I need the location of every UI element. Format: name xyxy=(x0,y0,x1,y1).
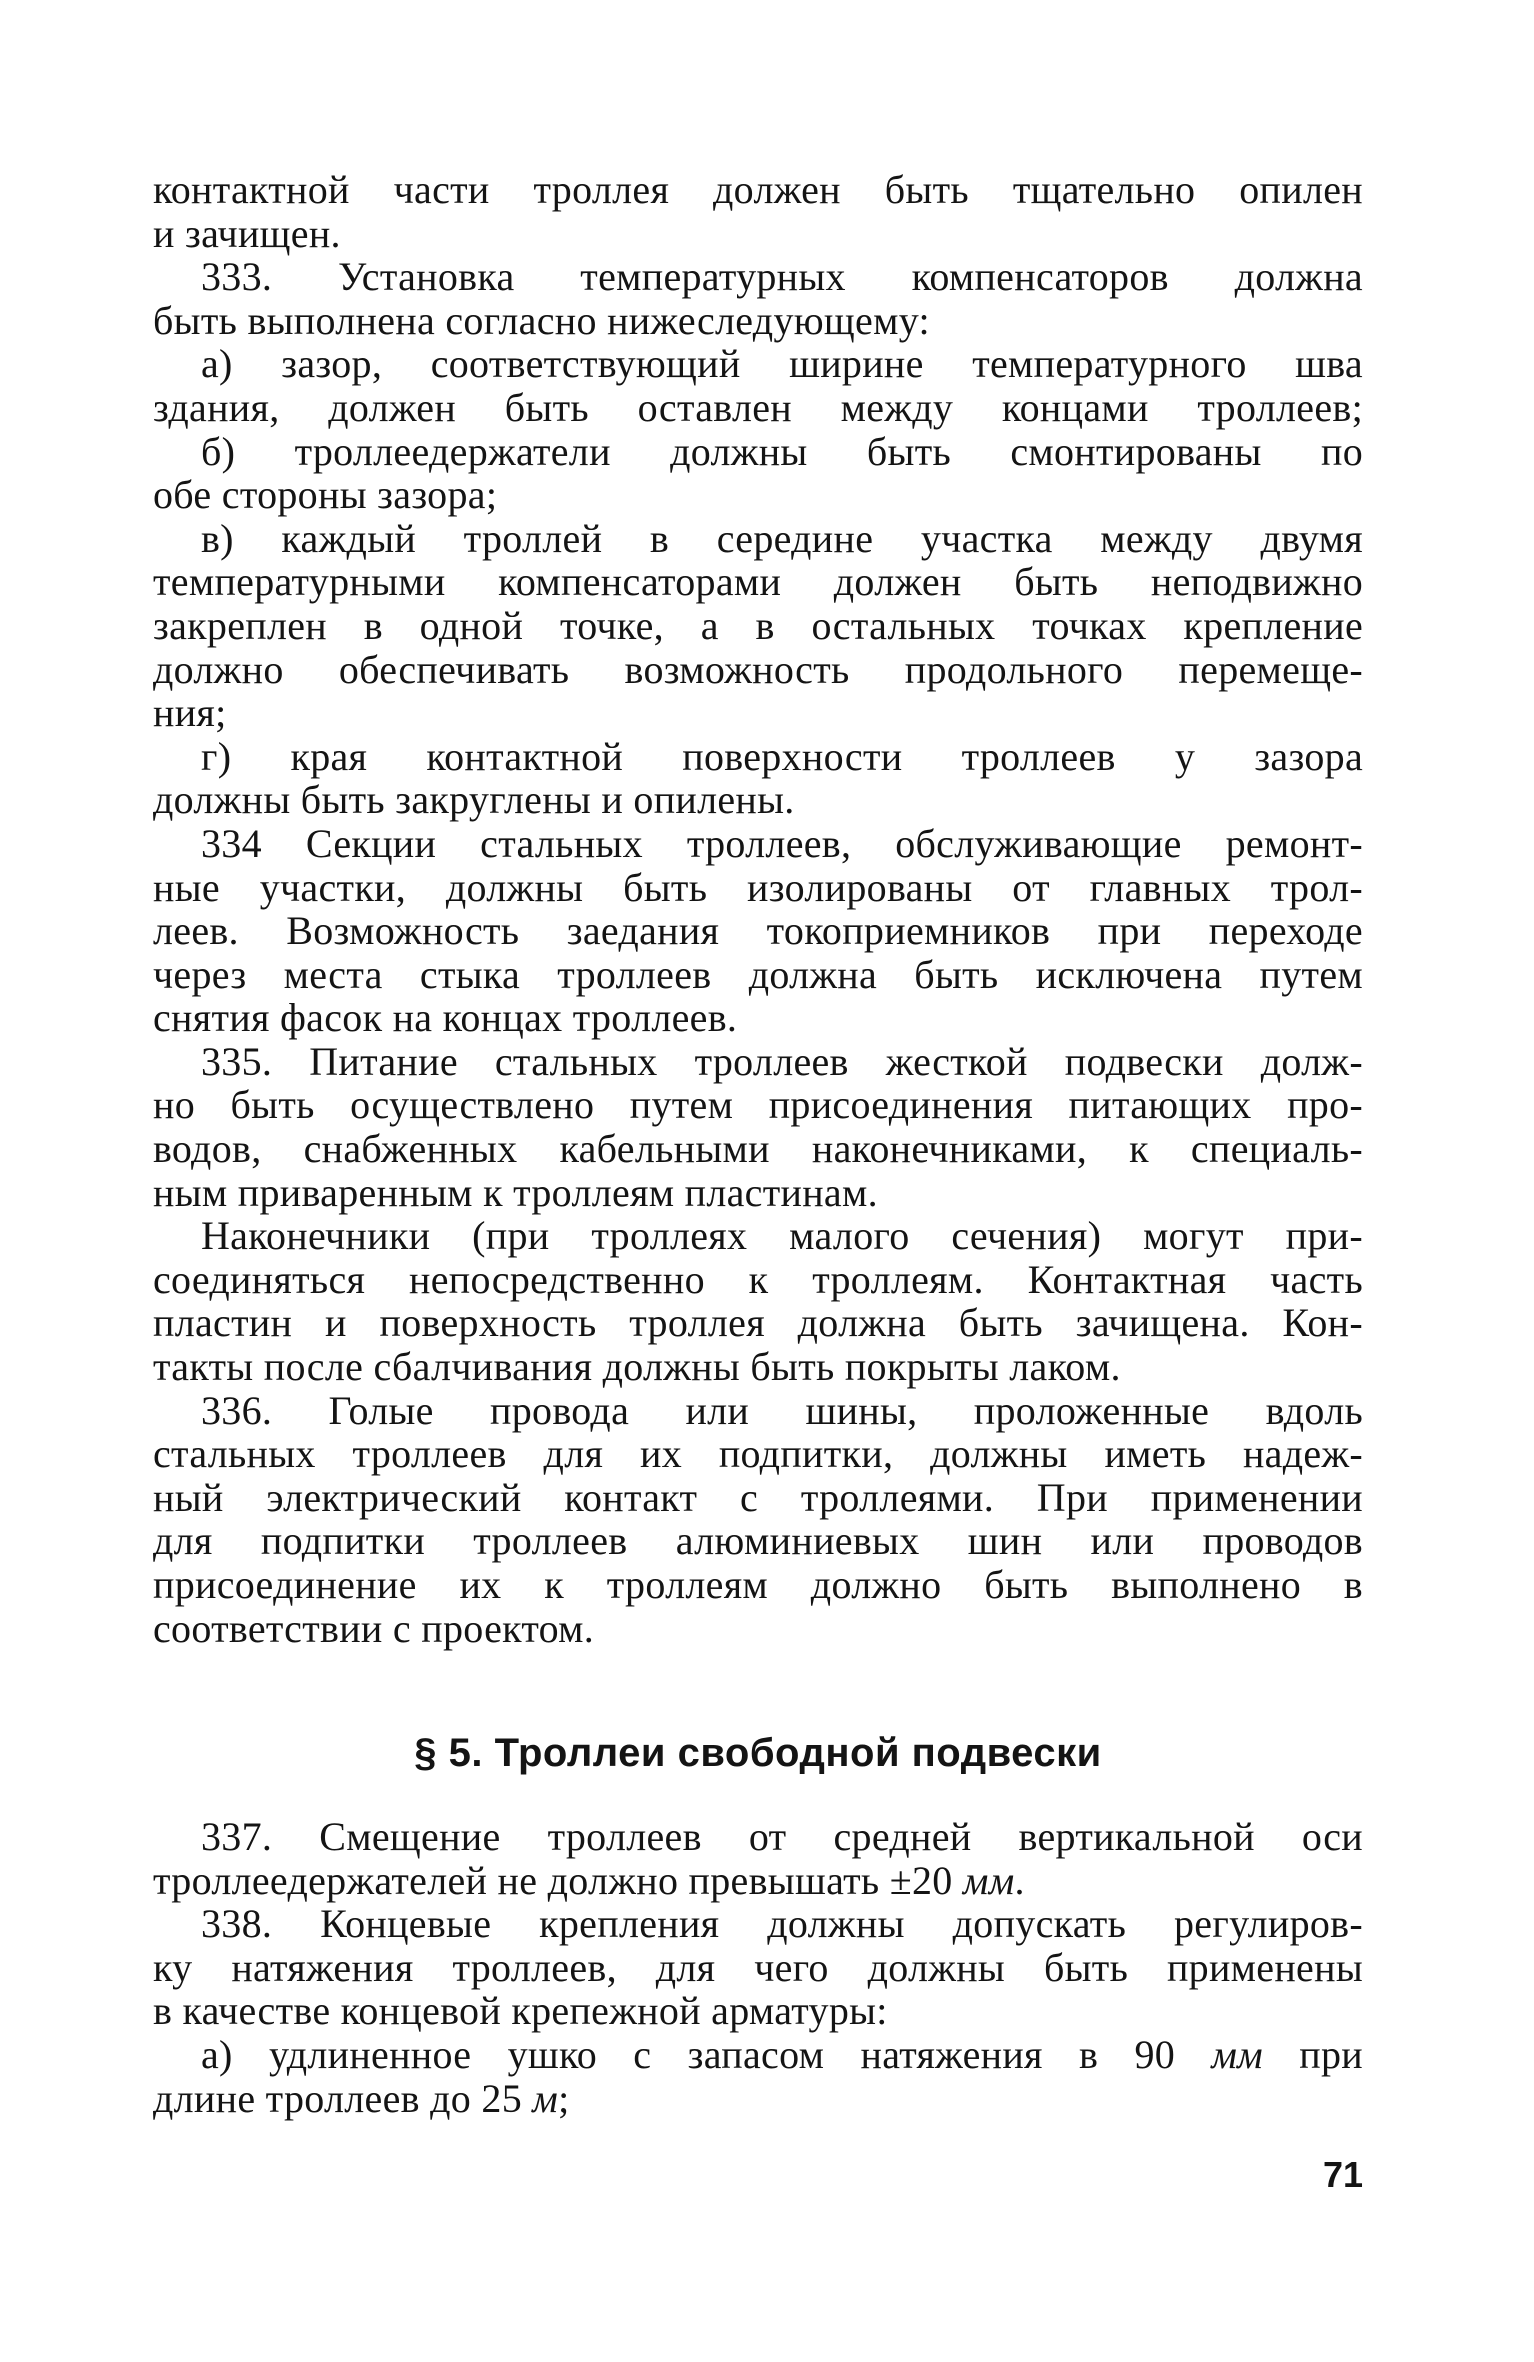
text-line: ным приваренным к троллеям пластинам. xyxy=(153,1169,878,1215)
text-line: но быть осуществлено путем присоединения питающих про- xyxy=(153,1082,1363,1128)
text-line: леев. Возможность заедания токоприемников при переходе xyxy=(153,908,1363,954)
text-line: в качестве концевой крепежной арматуры: xyxy=(153,1988,888,2034)
text-line: температурными компенсаторами должен быть неподвижно xyxy=(153,559,1363,605)
item-a-338 xyxy=(153,2033,1363,2077)
tolerance-value: ±20 xyxy=(889,1857,953,1903)
text-span: троллеедержателей не должно превышать xyxy=(153,1857,890,1903)
item-v: в) каждый троллей в середине участка между двумя xyxy=(201,515,1363,561)
unit-mm: мм xyxy=(962,1857,1015,1903)
text-line: закреплен в одной точке, а в остальных точках крепление xyxy=(153,602,1363,648)
text-line: контактной части троллея должен быть тщательно опилен xyxy=(153,167,1363,212)
paragraph-333-start: 333. Установка температурных компенсаторов должна xyxy=(201,254,1363,300)
item-a: а) зазор, соответствующий ширине температурного шва xyxy=(201,341,1363,387)
text-span: при xyxy=(1299,2031,1363,2077)
text-line: обе стороны зазора; xyxy=(153,472,498,518)
text-line: должны быть закруглены и опилены. xyxy=(153,777,795,823)
punctuation: . xyxy=(1014,1857,1025,1903)
text-line: присоединение их к троллеям должно быть выполнено в xyxy=(153,1562,1363,1607)
text-line: соединяться непосредственно к троллеям. Контактная часть xyxy=(153,1256,1363,1302)
page-number: 71 xyxy=(1322,2154,1363,2195)
item-g: г) края контактной поверхности троллеев у зазора xyxy=(201,733,1363,779)
text-line: стальных троллеев для их подпитки, должны иметь надеж- xyxy=(153,1431,1363,1477)
unit-mm: мм xyxy=(1211,2031,1263,2077)
text-span: а) удлиненное ушко с запасом натяжения в 90 xyxy=(201,2031,1212,2077)
text-line: водов, снабженных кабельными наконечниками, к специаль- xyxy=(153,1126,1363,1172)
paragraph-tips-start: Наконечники (при троллеях малого сечения) могут при- xyxy=(201,1213,1363,1259)
text-line: должно обеспечивать возможность продольного перемеще- xyxy=(153,646,1363,692)
paragraph-335-start: 335. Питание стальных троллеев жесткой подвески долж- xyxy=(201,1038,1363,1084)
text-line: пластин и поверхность троллея должна быть зачищена. Кон- xyxy=(153,1300,1363,1346)
text-line: снятия фасок на концах троллеев. xyxy=(153,995,738,1041)
text-block-upper xyxy=(153,168,1363,1650)
item-b: б) троллеедержатели должны быть смонтированы по xyxy=(201,428,1363,474)
text-line: быть выполнена согласно нижеследующему: xyxy=(153,297,930,343)
text-line: такты после сбалчивания должны быть покрыты лаком. xyxy=(153,1344,1121,1390)
text-line: ния; xyxy=(153,690,227,736)
text-line: для подпитки троллеев алюминиевых шин или проводов xyxy=(153,1518,1363,1564)
unit-m: м xyxy=(532,2075,559,2121)
paragraph-336-start: 336. Голые провода или шины, проложенные вдоль xyxy=(201,1387,1363,1433)
punctuation: ; xyxy=(558,2075,570,2121)
text-line: и зачищен. xyxy=(153,210,341,256)
text-line: ный электрический контакт с троллеями. При применении xyxy=(153,1474,1363,1520)
text-line: через места стыка троллеев должна быть исключена путем xyxy=(153,951,1363,997)
paragraph-334-start: 334 Секции стальных троллеев, обслуживающие ремонт- xyxy=(201,820,1363,866)
paragraph-337-start: 337. Смещение троллеев от средней вертикальной оси xyxy=(201,1814,1363,1859)
paragraph-338-start: 338. Концевые крепления должны допускать регулиров- xyxy=(201,1901,1363,1947)
text-line xyxy=(153,2077,1363,2121)
text-line: ку натяжения троллеев, для чего должны быть применены xyxy=(153,1944,1363,1990)
text-span: длине троллеев до 25 xyxy=(153,2075,533,2121)
text-line: ные участки, должны быть изолированы от главных трол- xyxy=(153,864,1363,910)
text-line: соответствии с проектом. xyxy=(153,1605,595,1651)
text-line xyxy=(153,1859,1363,1903)
section-heading: § 5. Троллеи свободной подвески xyxy=(414,1731,1102,1775)
text-line: здания, должен быть оставлен между концами троллеев; xyxy=(153,384,1363,430)
text-block-lower xyxy=(153,1815,1363,2120)
